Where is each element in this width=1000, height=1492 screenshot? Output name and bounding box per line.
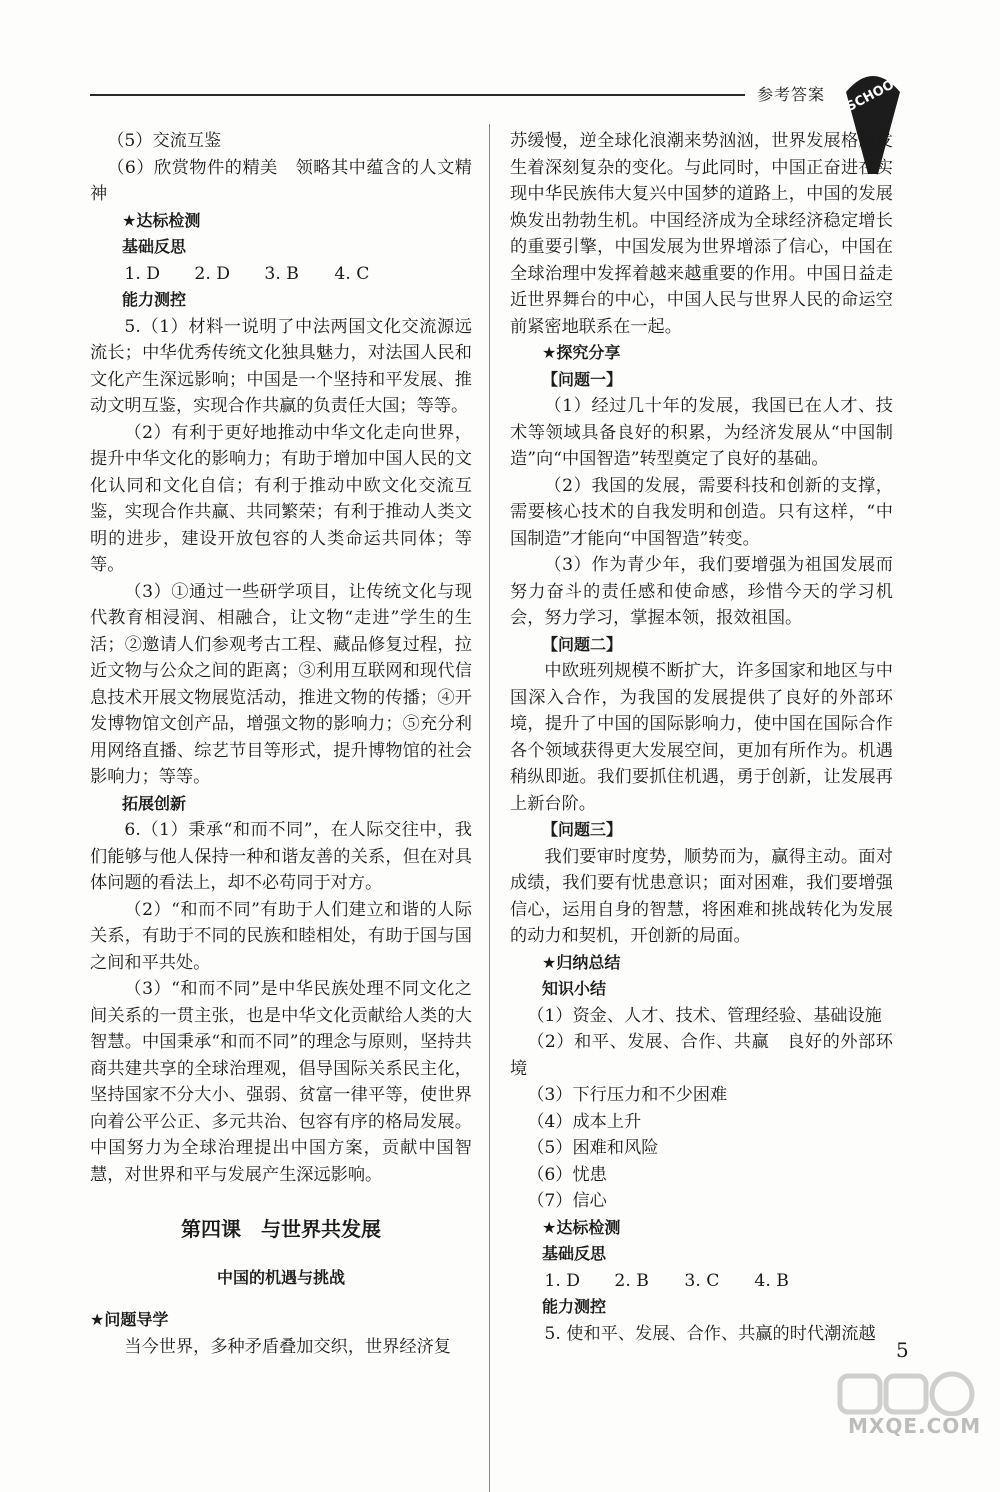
section-subheading: 基础反思 — [122, 237, 187, 256]
answer-line: （5）困难和风险 — [527, 1138, 659, 1158]
answer-paragraph: （3）作为青少年，我们要增强为祖国发展而努力奋斗的责任感和使命感，珍惜今天的学习机会，努力学习，掌握本领，报效祖国。 — [510, 555, 893, 628]
mcq-answer: 3. C — [684, 1270, 720, 1291]
right-column — [510, 128, 893, 1347]
mcq-answer: 2. D — [194, 263, 231, 284]
question-heading: 【问题一】 — [542, 369, 623, 389]
answer-paragraph: 5. 使和平、发展、合作、共赢的时代潮流越 — [544, 1323, 876, 1344]
section-heading: ★归纳总结 — [542, 952, 621, 972]
mcq-answer: 2. B — [614, 1270, 649, 1291]
answer-paragraph: 我们要审时度势，顺势而为，赢得主动。面对成绩，我们要有忧患意识；面对困难，我们要增强信心，运用自身的智慧，将困难和挑战转化为发展的动力和契机，开创新的局面。 — [510, 846, 893, 946]
mcq-answer: 4. B — [754, 1270, 789, 1291]
lesson-title: 第四课 与世界共发展 — [181, 1217, 381, 1241]
section-subheading: 基础反思 — [542, 1244, 607, 1263]
answer-paragraph: 6.（1）秉承“和而不同”，在人际交往中，我们能够与他人保持一种和谐友善的关系，但在对具体问题的看法上，却不必苟同于对方。 — [90, 820, 472, 893]
answer-paragraph: （1）经过几十年的发展，我国已在人才、技术等领域具备良好的积累，为经济发展从“中国制造”向“中国智造”转型奠定了良好的基础。 — [510, 396, 893, 469]
answer-line: （7）信心 — [527, 1191, 607, 1211]
section-heading: ★探究分享 — [542, 343, 621, 362]
answer-paragraph: 苏缓慢，逆全球化浪潮来势汹汹，世界发展格局发生着深刻复杂的变化。与此同时，中国正奋进在实现中华民族伟大复兴中国梦的道路上，中国的发展焕发出勃勃生机。中国经济成为全球经济稳定增长的重要引擎，中国发展为世界增添了信心，中国在全球治理中发挥着越来越重要的作用。中国日益走近世界舞台的中心，中国人民与世界人民的命运空前紧密地联系在一起。 — [510, 131, 893, 337]
mcq-answers — [90, 261, 472, 288]
answer-line: （6）欣赏物件的精美 领略其中蕴含的人文精神 — [90, 157, 472, 204]
answer-line: （3）下行压力和不少困难 — [527, 1085, 728, 1105]
answer-paragraph: 当今世界，多种矛盾叠加交织，世界经济复 — [124, 1336, 451, 1357]
answer-line: （6）忧患 — [527, 1164, 607, 1185]
column-divider — [489, 124, 490, 1492]
answer-paragraph: 5.（1）材料一说明了中法两国文化交流源远流长；中华优秀传统文化独具魅力，对法国人民和文化产生深远影响；中国是一个坚持和平发展、推动文明互鉴，实现合作共赢的负责任大国；等等。 — [90, 316, 472, 416]
answer-paragraph: （3）“和而不同”是中华民族处理不同文化之间关系的一贯主张，也是中华文化贡献给人类的大智慧。中国秉承“和而不同”的理念与原则，坚持共商共建共享的全球治理观，倡导国际关系民主化，坚持国家不分大小、强弱、贫富一律平等，使世界向着公平公正、多元共治、包容有序的格局发展。中国努力为全球治理提出中国方案，贡献中国智慧，对世界和平与发展产生深远影响。 — [90, 979, 472, 1185]
mcq-answer: 4. C — [334, 263, 370, 284]
watermark-text: MXQE.COM — [848, 1414, 982, 1438]
answer-paragraph: （3）①通过一些研学项目，让传统文化与现代教育相浸润、相融合，让文物“走进”学生的生活；②邀请人们参观考古工程、藏品修复过程，拉近文物与公众之间的距离；③利用互联网和现代信息技术开展文物展览活动，推进文物的传播；④开发博物馆文创产品，增强文物的影响力；⑤充分利用网络直播、综艺节目等形式，提升博物馆的社会影响力；等等。 — [90, 581, 472, 787]
mcq-answers — [510, 1268, 893, 1295]
question-heading: 【问题三】 — [542, 820, 623, 839]
answer-paragraph: （2）“和而不同”有助于人们建立和谐的人际关系，有助于不同的民族和睦相处，有助于国与国之间和平共处。 — [90, 899, 472, 973]
answer-paragraph: （2）我国的发展，需要科技和创新的支撑，需要核心技术的自我发明和创造。只有这样，“中国制造”才能向“中国智造”转变。 — [510, 475, 893, 549]
section-heading: ★达标检测 — [542, 1217, 621, 1237]
answer-line: （1）资金、人才、技术、管理经验、基础设施 — [527, 1005, 882, 1026]
answer-paragraph: （2）有利于更好地推动中华文化走向世界，提升中华文化的影响力；有助于增加中国人民的文化认同和文化自信；有利于推动中欧文化交流互鉴，实现合作共赢、共同繁荣；有利于推动人类文明的进步，建设开放包容的人类命运共同体；等等。 — [90, 422, 472, 575]
section-subheading: 知识小结 — [542, 979, 607, 998]
question-heading: 【问题二】 — [542, 634, 623, 654]
mcq-answer: 1. D — [544, 1270, 581, 1291]
svg-text:SCHOOL: SCHOOL — [844, 73, 905, 115]
section-heading: ★达标检测 — [122, 210, 201, 230]
mcq-answer: 1. D — [124, 263, 161, 284]
header-title: 参考答案 — [757, 85, 826, 104]
left-column — [90, 128, 472, 1360]
answer-paragraph: 中欧班列规模不断扩大，许多国家和地区与中国深入合作，为我国的发展提供了良好的外部环境，提升了中国的国际影响力，使中国在国际合作各个领域获得更大发展空间，更加有所作为。机遇稍纵即逝。我们要抓住机遇，勇于创新，让发展再上新台阶。 — [510, 661, 893, 814]
section-subheading: 能力测控 — [122, 290, 187, 309]
answer-line: （4）成本上升 — [527, 1111, 642, 1132]
mcq-answer: 3. B — [264, 263, 299, 284]
page-number: 5 — [896, 1338, 909, 1362]
header-rule — [90, 94, 745, 96]
section-subheading: 能力测控 — [542, 1297, 607, 1316]
answer-line: （5）交流互鉴 — [107, 131, 222, 151]
section-heading: ★问题导学 — [90, 1310, 169, 1329]
watermark-logo — [820, 1370, 990, 1440]
subsection-title: 中国的机遇与挑战 — [216, 1267, 345, 1287]
answer-line: （2）和平、发展、合作、共赢 良好的外部环境 — [510, 1032, 893, 1079]
section-subheading: 拓展创新 — [122, 793, 187, 813]
